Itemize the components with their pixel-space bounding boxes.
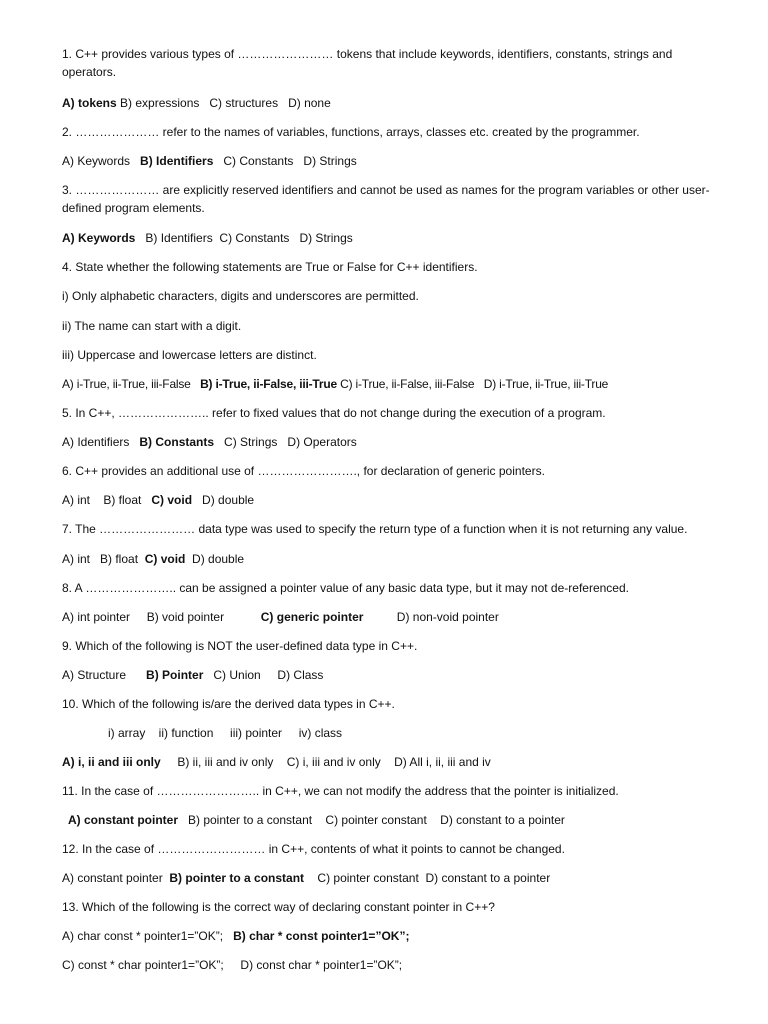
answer-d: D) none bbox=[278, 96, 331, 110]
answers-3 bbox=[62, 229, 728, 247]
question-5: 5. In C++, ………………….. refer to fixed values that do not change during the execution of a program. bbox=[62, 406, 606, 420]
answer-b: B) Constants bbox=[139, 435, 215, 449]
question-2: 2. ………………… refer to the names of variables, functions, arrays, classes etc. created by the programmer. bbox=[62, 125, 640, 139]
answer-ab: A) int B) float bbox=[62, 552, 145, 566]
answer-a: A) i, ii and iii only bbox=[62, 755, 161, 769]
answer-b: B) expressions bbox=[116, 96, 200, 110]
question-10: 10. Which of the following is/are the derived data types in C++. bbox=[62, 697, 395, 711]
answer-ab: A) int B) float bbox=[62, 493, 152, 507]
answer-d: D) double bbox=[192, 493, 255, 507]
answers-10 bbox=[62, 753, 728, 771]
question-4: 4. State whether the following statements are True or False for C++ identifiers. bbox=[62, 260, 478, 274]
answers-8 bbox=[62, 608, 728, 626]
answer-a: A) char const * pointer1=”OK”; bbox=[62, 929, 234, 943]
answer-b: B) ii, iii and iv only bbox=[160, 755, 274, 769]
answer-c: C) void bbox=[151, 493, 193, 507]
answers-1 bbox=[62, 94, 728, 112]
answer-c: C) Constants bbox=[212, 231, 290, 245]
answer-c: C) i-True, ii-False, iii-False bbox=[336, 377, 475, 391]
question-7: 7. The …………………… data type was used to specify the return type of a function when it is not returning any value. bbox=[62, 522, 688, 536]
answers-13-ab bbox=[62, 927, 728, 945]
statement-i: i) Only alphabetic characters, digits and underscores are permitted. bbox=[62, 289, 419, 303]
question-3: 3. ………………… are explicitly reserved identifiers and cannot be used as names for the program variables or other user-defined program elements. bbox=[62, 183, 710, 215]
answers-7 bbox=[62, 550, 728, 568]
answer-b: B) Identifiers bbox=[135, 231, 213, 245]
question-12: 12. In the case of ……………………… in C++, contents of what it points to cannot be changed. bbox=[62, 842, 565, 856]
answer-a: A) Structure bbox=[62, 668, 147, 682]
answer-c: C) const * char pointer1=”OK”; bbox=[62, 958, 234, 972]
answers-11 bbox=[68, 811, 728, 829]
answers-6 bbox=[62, 491, 728, 509]
answer-c: C) void bbox=[144, 552, 186, 566]
answer-ab: A) int pointer B) void pointer bbox=[62, 610, 261, 624]
question-8: 8. A ………………….. can be assigned a pointer value of any basic data type, but it may not de-referenced. bbox=[62, 581, 629, 595]
answer-b: B) pointer to a constant bbox=[169, 871, 305, 885]
answer-a: A) i-True, ii-True, iii-False bbox=[62, 377, 201, 391]
answer-b: B) i-True, ii-False, iii-True bbox=[200, 377, 337, 391]
answer-c: C) Strings bbox=[214, 435, 278, 449]
answer-a: A) tokens bbox=[62, 96, 117, 110]
answer-b: B) char * const pointer1=”OK”; bbox=[233, 929, 410, 943]
answer-b: B) Identifiers bbox=[140, 154, 214, 168]
answers-13-cd bbox=[62, 956, 728, 974]
answer-c: C) pointer constant bbox=[312, 813, 427, 827]
answer-d: D) Operators bbox=[277, 435, 357, 449]
answer-a: A) Keywords bbox=[62, 154, 141, 168]
answers-9 bbox=[62, 666, 728, 684]
answer-d: D) All i, ii, iii and iv bbox=[380, 755, 491, 769]
question-1: 1. C++ provides various types of …………………… tokens that include keywords, identifiers, constants, strings and operators. bbox=[62, 47, 673, 79]
statement-ii: ii) The name can start with a digit. bbox=[62, 319, 242, 333]
answer-c: C) Union bbox=[203, 668, 261, 682]
answer-d: D) constant to a pointer bbox=[426, 813, 565, 827]
answer-d: D) i-True, ii-True, iii-True bbox=[474, 377, 609, 391]
answer-a: A) constant pointer bbox=[68, 813, 178, 827]
answer-d: D) Strings bbox=[293, 154, 357, 168]
answers-2 bbox=[62, 152, 728, 170]
answer-a: A) constant pointer bbox=[62, 871, 170, 885]
question-11: 11. In the case of …………………….. in C++, we can not modify the address that the pointer is initialized. bbox=[62, 784, 619, 798]
answer-c: C) Constants bbox=[213, 154, 294, 168]
question-6: 6. C++ provides an additional use of ……………………., for declaration of generic pointers. bbox=[62, 464, 545, 478]
derived-types-list: i) array ii) function iii) pointer iv) class bbox=[108, 726, 343, 740]
answer-d: D) const char * pointer1=”OK”; bbox=[233, 958, 403, 972]
answer-d: D) non-void pointer bbox=[363, 610, 499, 624]
answer-d: D) constant to a pointer bbox=[418, 871, 551, 885]
answer-a: A) Identifiers bbox=[62, 435, 140, 449]
answer-d: D) double bbox=[185, 552, 245, 566]
answer-c: C) generic pointer bbox=[260, 610, 364, 624]
statement-iii: iii) Uppercase and lowercase letters are distinct. bbox=[62, 348, 317, 362]
answer-b: B) Pointer bbox=[146, 668, 204, 682]
answer-d: D) Class bbox=[260, 668, 324, 682]
answer-c: C) structures bbox=[199, 96, 279, 110]
answer-d: D) Strings bbox=[289, 231, 353, 245]
question-13: 13. Which of the following is the correct way of declaring constant pointer in C++? bbox=[62, 900, 495, 914]
answer-a: A) Keywords bbox=[62, 231, 136, 245]
answer-c: C) pointer constant bbox=[304, 871, 419, 885]
answer-b: B) pointer to a constant bbox=[178, 813, 313, 827]
question-9: 9. Which of the following is NOT the user-defined data type in C++. bbox=[62, 639, 418, 653]
answers-12 bbox=[62, 869, 728, 887]
answers-5 bbox=[62, 433, 728, 451]
answers-4 bbox=[62, 375, 728, 393]
answer-c: C) i, iii and iv only bbox=[273, 755, 381, 769]
